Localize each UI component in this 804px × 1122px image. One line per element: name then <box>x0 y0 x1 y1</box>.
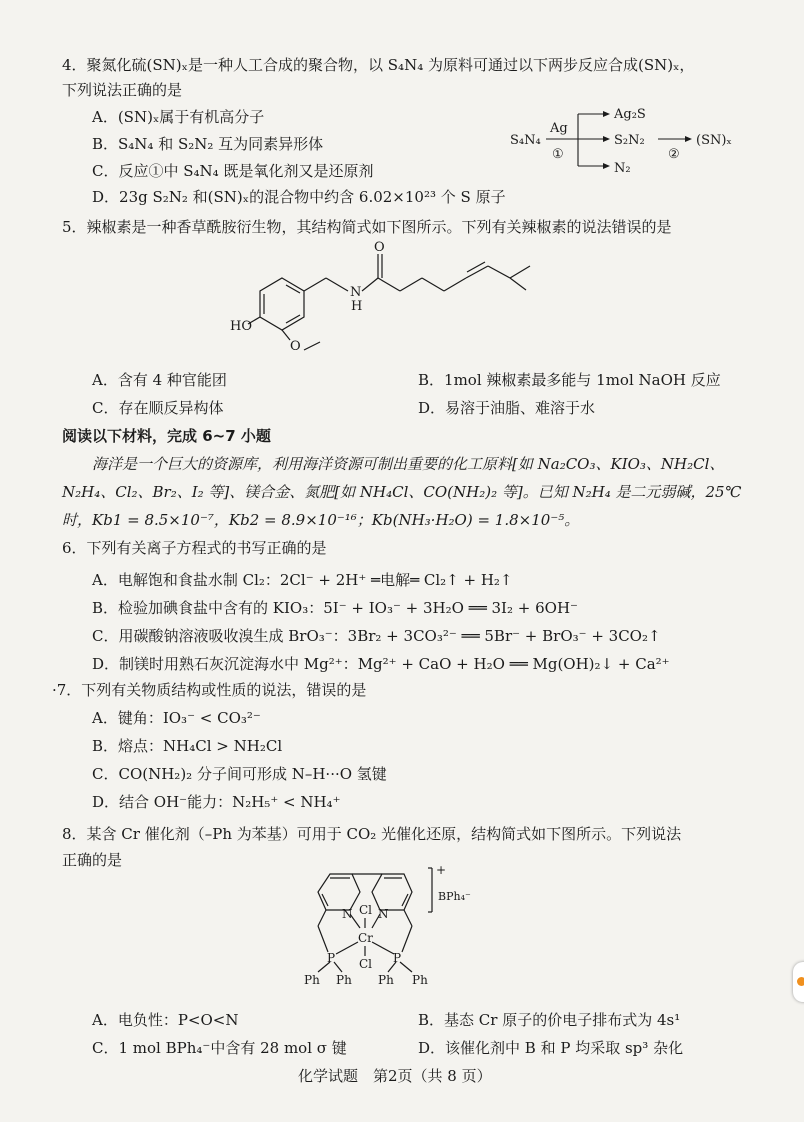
q7-stem: ·7．下列有关物质结构或性质的说法，错误的是 <box>52 681 367 699</box>
q6-stem: 6．下列有关离子方程式的书写正确的是 <box>62 539 327 557</box>
pyridine-n-left: N <box>342 907 353 921</box>
q5-option-c: C．存在顺反异构体 <box>92 399 224 417</box>
cr-catalyst-structure <box>280 866 510 992</box>
reading-paragraph-line3: 时，Kb1 = 8.5×10⁻⁷，Kb2 = 8.9×10⁻¹⁶；Kb(NH₃·H₂O) = 1.8×10⁻⁵。 <box>62 511 580 529</box>
reading-paragraph-line1: 海洋是一个巨大的资源库，利用海洋资源可制出重要的化工原料[如 Na₂CO₃、KIO₃、NH₂Cl、 <box>92 455 725 473</box>
q7-option-c: C．CO(NH₂)₂ 分子间可形成 N–H···O 氢键 <box>92 765 387 783</box>
phenyl-2: Ph <box>336 973 352 987</box>
q8-option-c: C．1 mol BPh₄⁻中含有 28 mol σ 键 <box>92 1039 347 1057</box>
scheme-step2: ② <box>668 147 680 162</box>
complex-charge: + <box>436 866 447 877</box>
q6-option-a: A．电解饱和食盐水制 Cl₂：2Cl⁻ + 2H⁺ ═电解═ Cl₂↑ + H₂↑ <box>92 571 513 589</box>
page-footer: 化学试题 第2页（共 8 页） <box>298 1067 492 1085</box>
q8-option-d: D．该催化剂中 B 和 P 均采取 sp³ 杂化 <box>418 1039 684 1057</box>
q6-option-d: D．制镁时用熟石灰沉淀海水中 Mg²⁺：Mg²⁺ + CaO + H₂O ══ Mg(OH)₂↓ + Ca²⁺ <box>92 655 670 673</box>
q8-option-b: B．基态 Cr 原子的价电子排布式为 4s¹ <box>418 1011 681 1029</box>
capsaicin-structure <box>230 238 560 358</box>
methoxy-oxygen: O <box>290 339 301 354</box>
carbonyl-oxygen: O <box>374 240 385 255</box>
reading-title: 阅读以下材料，完成 6~7 小题 <box>62 427 271 445</box>
scheme-mid-product: S₂N₂ <box>614 133 645 148</box>
pyridine-n-right: N <box>378 907 389 921</box>
phenyl-1: Ph <box>304 973 320 987</box>
q4-reaction-scheme <box>510 104 740 184</box>
scheme-product: (SN)ₓ <box>696 133 732 148</box>
q8-stem-line2: 正确的是 <box>62 851 123 869</box>
q7-option-b: B．熔点：NH₄Cl > NH₂Cl <box>92 737 283 755</box>
scheme-top-product: Ag₂S <box>614 107 646 122</box>
phenyl-4: Ph <box>412 973 428 987</box>
q6-option-b: B．检验加碘食盐中含有的 KIO₃：5I⁻ + IO₃⁻ + 3H₂O ══ 3I₂ + 6OH⁻ <box>92 599 578 617</box>
q4-option-c: C．反应①中 S₄N₄ 既是氧化剂又是还原剂 <box>92 162 374 180</box>
phosphorus-left: P <box>327 951 336 965</box>
hydroxyl-group: HO <box>230 319 252 334</box>
chromium-center: Cr <box>358 931 373 945</box>
q5-stem: 5．辣椒素是一种香草酰胺衍生物，其结构简式如下图所示。下列有关辣椒素的说法错误的是 <box>62 218 672 236</box>
scheme-step1: ① <box>552 147 564 162</box>
chloride-bottom: Cl <box>359 957 373 971</box>
q8-stem-line1: 8．某含 Cr 催化剂（–Ph 为苯基）可用于 CO₂ 光催化还原，结构简式如下图所示。下列说法 <box>62 825 682 843</box>
amide-nitrogen: N <box>350 285 362 300</box>
q4-option-a: A．(SN)ₓ属于有机高分子 <box>92 108 265 126</box>
q7-option-d: D．结合 OH⁻能力：N₂H₅⁺ < NH₄⁺ <box>92 793 341 811</box>
reading-paragraph-line2: N₂H₄、Cl₂、Br₂、I₂ 等]、镁合金、氮肥[如 NH₄Cl、CO(NH₂)₂ 等]。已知 N₂H₄ 是二元弱碱，25℃ <box>62 483 742 501</box>
q4-stem-line1: 4．聚氮化硫(SN)ₓ是一种人工合成的聚合物，以 S₄N₄ 为原料可通过以下两步反应合成(SN)ₓ， <box>62 56 695 74</box>
q5-option-a: A．含有 4 种官能团 <box>92 371 227 389</box>
scheme-reagent: Ag <box>550 121 568 136</box>
q4-stem-line2: 下列说法正确的是 <box>62 81 183 99</box>
scheme-start: S₄N₄ <box>510 133 541 148</box>
counter-anion: BPh₄⁻ <box>438 890 471 903</box>
q4-option-b: B．S₄N₄ 和 S₂N₂ 互为同素异形体 <box>92 135 324 153</box>
phosphorus-right: P <box>393 951 402 965</box>
q8-option-a: A．电负性：P<O<N <box>92 1011 239 1029</box>
phenyl-3: Ph <box>378 973 394 987</box>
chloride-top: Cl <box>359 903 373 917</box>
q7-option-a: A．键角：IO₃⁻ < CO₃²⁻ <box>92 709 261 727</box>
q6-option-c: C．用碳酸钠溶液吸收溴生成 BrO₃⁻：3Br₂ + 3CO₃²⁻ ══ 5Br⁻ + BrO₃⁻ + 3CO₂↑ <box>92 627 661 645</box>
q4-option-d: D．23g S₂N₂ 和(SN)ₓ的混合物中约含 6.02×10²³ 个 S 原子 <box>92 188 506 206</box>
q5-option-d: D．易溶于油脂、难溶于水 <box>418 399 596 417</box>
floating-side-tab[interactable] <box>793 962 804 1002</box>
orange-dot-icon <box>797 977 804 986</box>
amide-hydrogen: H <box>351 299 363 314</box>
scheme-bottom-product: N₂ <box>614 161 631 176</box>
q5-option-b: B．1mol 辣椒素最多能与 1mol NaOH 反应 <box>418 371 721 389</box>
